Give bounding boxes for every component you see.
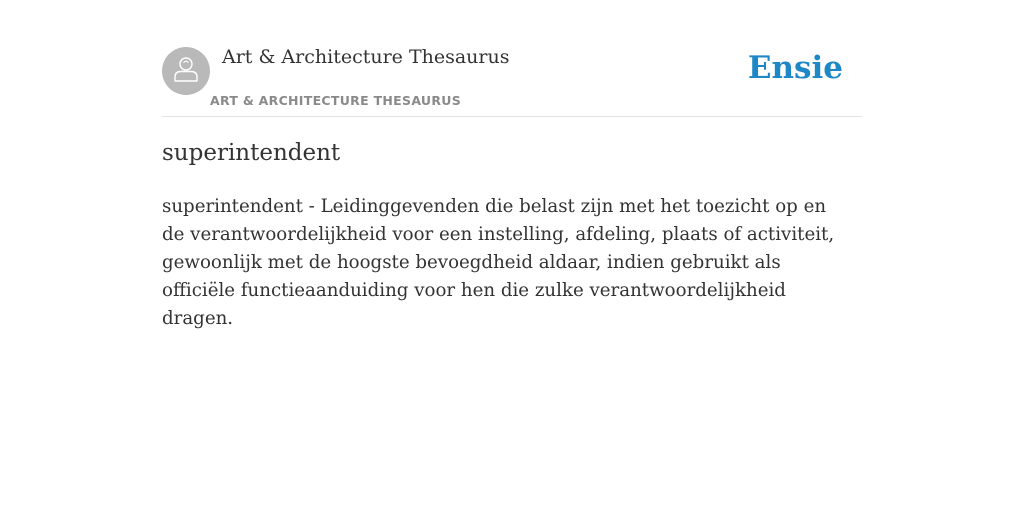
avatar[interactable]: [162, 47, 210, 95]
user-icon: [171, 54, 201, 89]
source-subtitle: ART & ARCHITECTURE THESAURUS: [210, 93, 462, 108]
source-title[interactable]: Art & Architecture Thesaurus: [222, 46, 510, 68]
definition-text: superintendent - Leidinggevenden die belast zijn met het toezicht op en de verantwoordelijkheid voor een instelling, afdeling, plaats of activiteit, gewoonlijk met de hoogste bevoegdheid aldaar, indien gebruikt als officiële functieaanduiding voor hen die zulke verantwoordelijkheid dragen.: [162, 196, 835, 329]
ensie-logo[interactable]: Ensie: [747, 50, 843, 86]
source-header: [162, 47, 862, 117]
term-title: superintendent: [162, 140, 341, 166]
